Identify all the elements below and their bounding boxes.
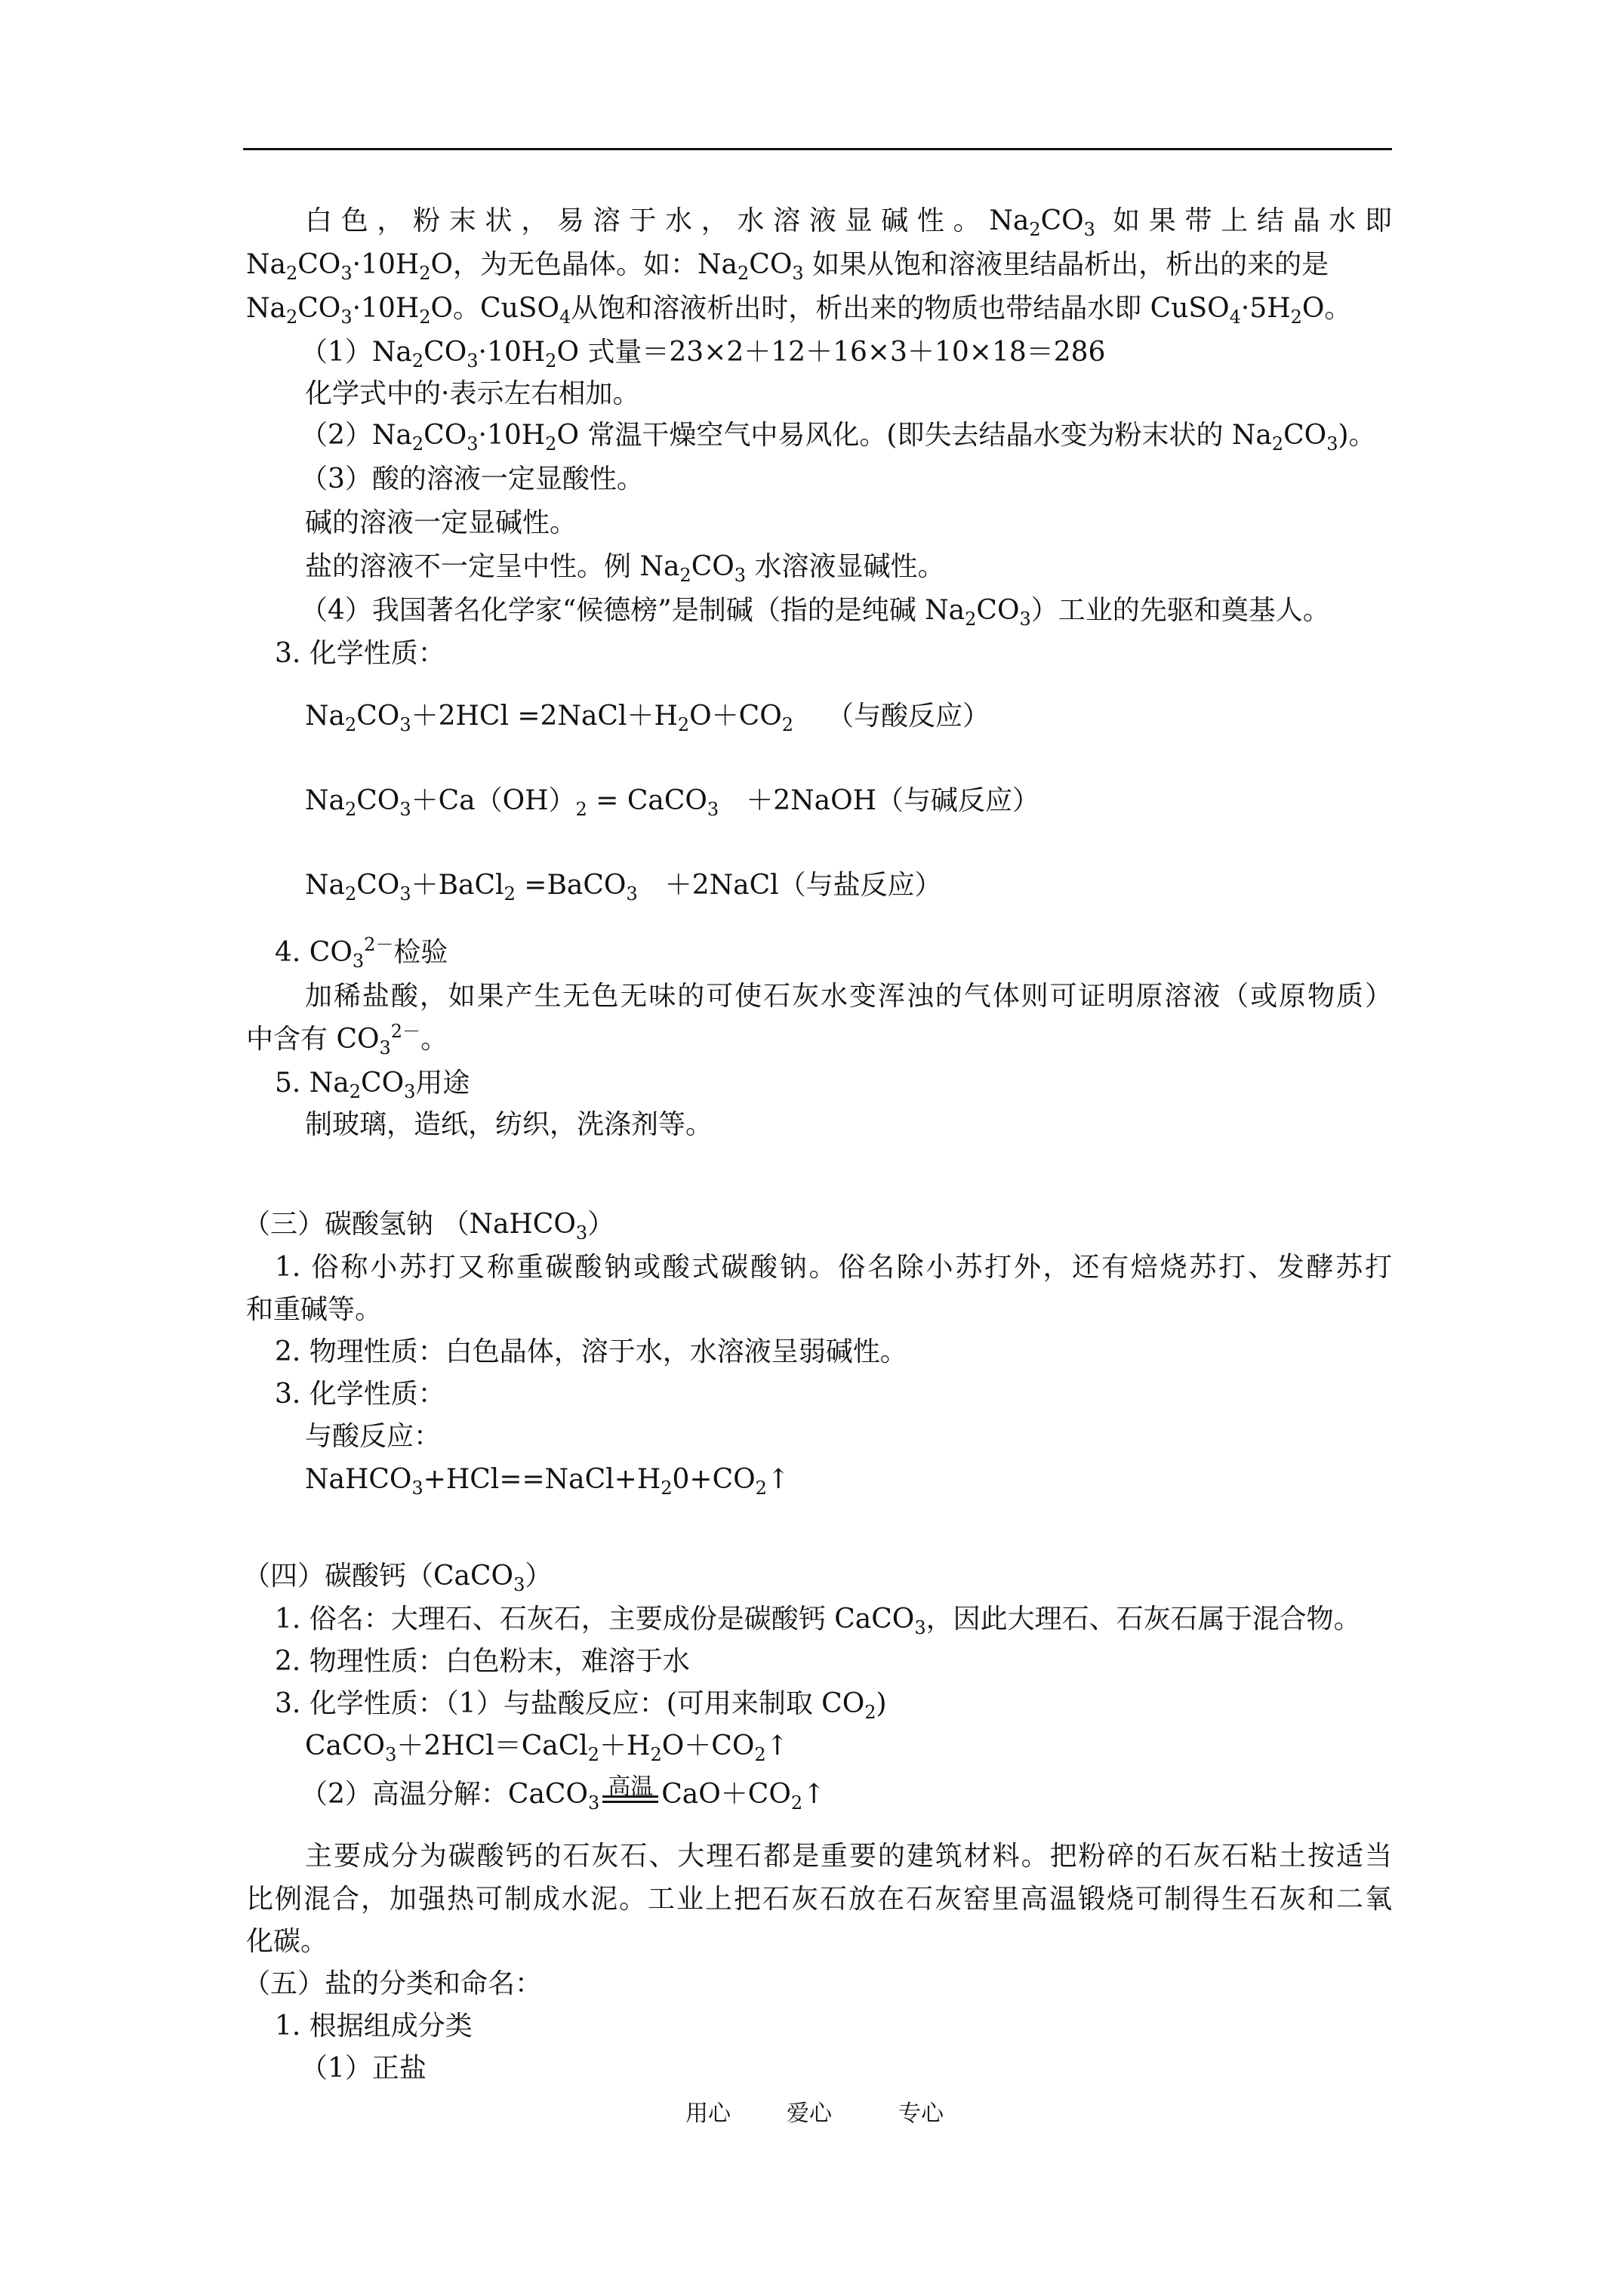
text-line: 1. 根据组成分类: [275, 2011, 473, 2042]
text-line: 碱的溶液一定显碱性。: [305, 507, 577, 538]
text-line: （1）正盐: [300, 2053, 427, 2084]
text-line: 主要成分为碳酸钙的石灰石、大理石都是重要的建筑材料。把粉碎的石灰石粘土按适当: [305, 1841, 1392, 1872]
header-rule: [243, 148, 1392, 150]
section-heading: （五）盐的分类和命名：: [243, 1968, 543, 1999]
text-line: 制玻璃，造纸，纺织，洗涤剂等。: [305, 1109, 713, 1140]
text-line: 与酸反应：: [305, 1421, 442, 1452]
section-heading: 5. $Na_2CO_3$用途: [275, 1068, 470, 1102]
text-line: 比例混合，加强热可制成水泥。工业上把石灰石放在石灰窑里高温锻烧可制得生石灰和二氧: [246, 1884, 1392, 1915]
text-line: $Na_2CO_3\cdot 10H_2O$。CuSO$_4$从饱和溶液析出时，析出来的物质也带结晶水即 $CuSO_4\cdot 5H_2O$。: [246, 293, 1352, 328]
text-line: 白色，粉末状，易溶于水，水溶液显碱性。$Na_2CO_3$ 如果带上结晶水即: [305, 205, 1392, 240]
text-line: 盐的溶液不一定呈中性。例 $Na_2CO_3$ 水溶液显碱性。: [305, 551, 945, 586]
equation: $Na_2CO_3+2HCl$ $=2NaCl+H_2O+CO_2$ （与酸反应）: [305, 701, 990, 735]
footer-text: 专心: [898, 2100, 944, 2127]
text-line: 中含有 $CO_3^{2-}$。: [246, 1021, 448, 1059]
text-line: （4）我国著名化学家“候德榜”是制碱（指的是纯碱 $Na_2CO_3$）工业的先驱和奠基人。: [300, 595, 1330, 630]
equation: $Na_2CO_3+Ca(OH)_2$ = CaCO$_3$ ＋2NaOH（与碱反应）: [305, 785, 1039, 820]
section-heading: （三）碳酸氢钠 （NaHCO$_3$）: [243, 1209, 615, 1244]
text-line: 加稀盐酸，如果产生无色无味的可使石灰水变浑浊的气体则可证明原溶液（或原物质）: [305, 981, 1392, 1012]
section-heading: 4. $CO_3^{2-}$检验: [275, 934, 448, 972]
text-line: $Na_2CO_3\cdot 10H_2O$，为无色晶体。如：$Na_2CO_3$ 如果从饱和溶液里结晶析出，析出的来的是: [246, 249, 1329, 284]
equation: $CaCO_3+2HCl=CaCl_2+H_2O+CO_2↑$: [305, 1730, 789, 1765]
text-line: （3）酸的溶液一定显酸性。: [300, 464, 644, 495]
text-line: 2. 物理性质：白色晶体，溶于水，水溶液呈弱碱性。: [275, 1336, 907, 1367]
text-line: 3. 化学性质：: [275, 1379, 445, 1410]
footer-text: 爱心: [787, 2100, 832, 2127]
text-line: 2. 物理性质：白色粉末，难溶于水: [275, 1646, 690, 1677]
section-heading: 3. 化学性质：: [275, 638, 445, 669]
section-heading: （四）碳酸钙（CaCO$_3$）: [243, 1561, 553, 1595]
text-line: 化学式中的·表示左右相加。: [305, 378, 640, 409]
equation: （2）高温分解：CaCO$_3$ 高温 $CaO+CO_2↑$: [300, 1774, 826, 1814]
text-line: 1. 俗称小苏打又称重碳酸钠或酸式碳酸钠。俗名除小苏打外，还有焙烧苏打、发酵苏打: [275, 1252, 1392, 1283]
text-line: $(1)Na_2CO_3\cdot 10H_2O$ 式量＝23×2＋12＋16×3＋10×18＝286: [300, 337, 1106, 371]
text-line: 和重碱等。: [246, 1294, 383, 1325]
reaction-condition: 高温: [602, 1777, 658, 1808]
footer-text: 用心: [685, 2100, 731, 2127]
text-line: 3. 化学性质：（1）与盐酸反应：(可用来制取 $CO_2$): [275, 1688, 887, 1723]
text-line: $(2)Na_2CO_3\cdot 10H_2O$ 常温干燥空气中易风化。(即失去结晶水变为粉末状的 $Na_2CO_3$)。: [300, 420, 1376, 455]
equation: $Na_2CO_3+BaCl_2$ =BaCO$_3$ ＋2NaCl（与盐反应）: [305, 870, 942, 905]
text-line: 1. 俗名：大理石、石灰石，主要成份是碳酸钙 CaCO$_3$，因此大理石、石灰石属于混合物。: [275, 1604, 1361, 1638]
text-line: 化碳。: [246, 1926, 328, 1957]
equation: $NaHCO_3+HCl==NaCl+H_20+CO_2↑$: [305, 1464, 790, 1499]
